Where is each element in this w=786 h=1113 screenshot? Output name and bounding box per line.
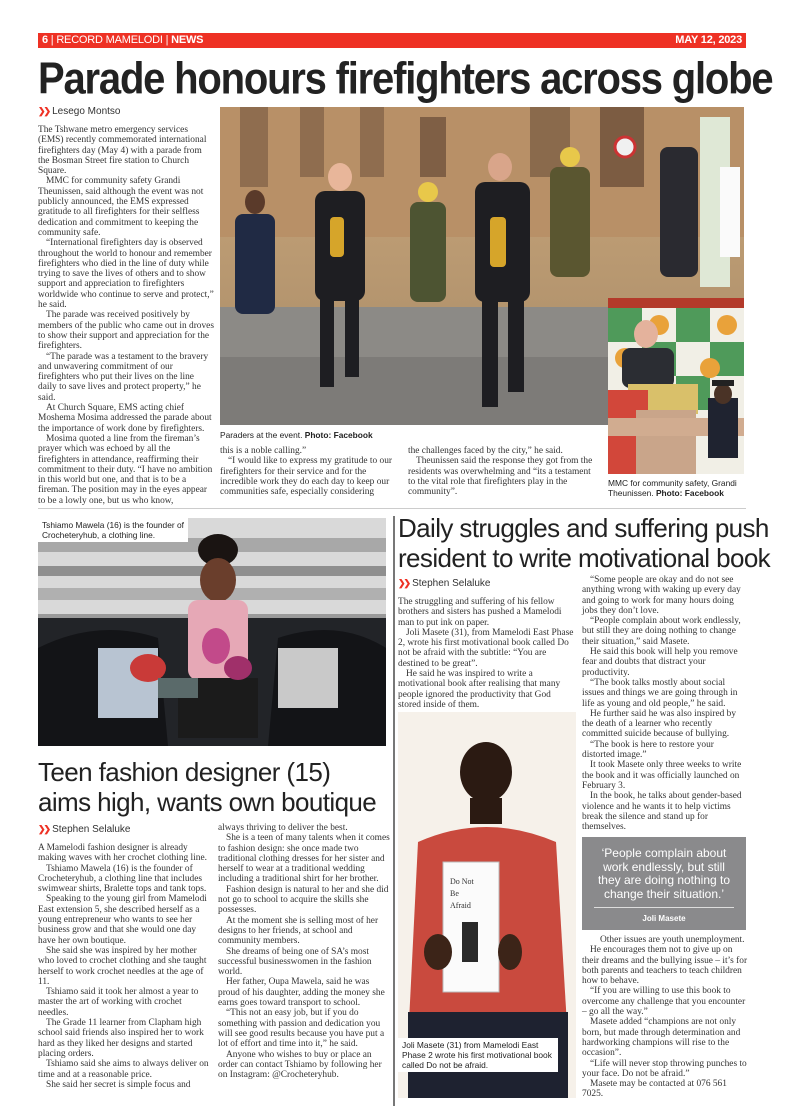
- paragraph: Masete added “champions are not only born, but made through determination and hardworking champions will rise to the occasion”.: [582, 1017, 741, 1059]
- issue-date: MAY 12, 2023: [675, 34, 742, 46]
- paragraph: The Tshwane metro emergency services (EMS) recently commemorated international firefighters day (May 4) with a parade from the Bosman Street fire station to Church Square.: [38, 125, 207, 177]
- photo-credit: Photo: Facebook: [655, 488, 724, 498]
- paragraph: Masete may be contacted at 076 561 7025.: [582, 1079, 727, 1100]
- tshiamo-photo: [38, 518, 386, 746]
- paragraph: Her father, Oupa Mawela, said he was proud of his daughter, adding the money she earns goes toward transport to school.: [218, 977, 385, 1009]
- tshiamo-photo-caption: Tshiamo Mawela (16) is the founder of Crocheteryhub, a clothing line.: [38, 518, 188, 542]
- byline-arrow-icon: ❯❯: [38, 106, 50, 116]
- paragraph: “This not an easy job, but if you do something with passion and dedication you will see good results because you have put a lot of effort and time into it,” he said.: [218, 1008, 385, 1050]
- story3-column-2: [582, 575, 748, 832]
- section-header-bar: [38, 33, 746, 48]
- joli-masete-photo: [398, 712, 576, 1098]
- story2-column-2: [218, 823, 390, 1080]
- story3-column-1: [398, 597, 576, 710]
- caption-text: MMC for community safety, Grandi Theunissen.: [608, 478, 737, 498]
- separator: |: [50, 34, 54, 46]
- mmc-speech-photo: [608, 298, 744, 474]
- section-name: NEWS: [171, 34, 204, 46]
- pull-quote: [582, 837, 746, 930]
- column-divider: [393, 516, 395, 1106]
- paragraph: He said this book will help you remove fear and doubts that distract your productivity.: [582, 647, 738, 678]
- paragraph: “The book is here to restore your distorted image.”: [582, 739, 714, 761]
- author-name: Stephen Selaluke: [52, 824, 131, 835]
- photo-credit: Photo: Facebook: [304, 430, 373, 440]
- svg-text:Be: Be: [450, 889, 459, 898]
- story3-column-2b: [582, 935, 748, 1100]
- separator: |: [165, 34, 169, 46]
- section-divider: [38, 508, 746, 509]
- parade-photo-caption: [220, 430, 600, 440]
- paragraph: this is a noble calling.”: [220, 446, 307, 456]
- caption-text: Paraders at the event.: [220, 430, 305, 440]
- paragraph: Tshiamo said she aims to always deliver on time and at a reasonable price.: [38, 1059, 209, 1080]
- story2-headline: [38, 757, 376, 817]
- story2-column-1: [38, 843, 214, 1090]
- paragraph: The struggling and suffering of his fellow brothers and sisters has pushed a Mamelodi man to put ink on paper.: [398, 597, 562, 628]
- paragraph: She said she was inspired by her mother who loved to crochet clothing and she taught herself to work crochet needles at the age of 11.: [38, 945, 207, 987]
- paragraph: “Some people are okay and do not see anything wrong with waking up every day and going to work for many hours doing jobs they don’t love.: [582, 575, 741, 616]
- story1-column-1: [38, 125, 214, 506]
- publication-name: RECORD MAMELODI: [56, 34, 163, 46]
- story2-byline: [38, 824, 131, 835]
- paragraph: “The book talks mostly about social issues and things we are going through in life as young and old people,” he said.: [582, 677, 738, 709]
- paragraph: the challenges faced by the city,” he said.: [408, 446, 563, 456]
- author-name: Lesego Montso: [52, 106, 121, 117]
- paragraph: Anyone who wishes to buy or place an order can contact Tshiamo by following her on Instagram: @Crocheteryhub.: [218, 1049, 382, 1081]
- header-left: [42, 33, 203, 48]
- paragraph: “Life will never stop throwing punches to your face. Do not be afraid.”: [582, 1058, 747, 1079]
- book-cover-title: Do Not: [450, 877, 474, 886]
- headline-line: aims high, wants own boutique: [38, 787, 377, 817]
- paragraph: She is a teen of many talents when it comes to fashion design: she once made two traditional clothing dresses for her sister and herself to wear at a traditional wedding including a traditional shirt for her brother.: [218, 833, 390, 885]
- paragraph: Mosima quoted a line from the fireman’s prayer which was echoed by all the firefighters in attendance, reaffirming their commitment to their duty. “I have no ambition in this world but one, and that is to be a fireman. The position may in the eyes appear to be a lowly one, but us who know,: [38, 433, 213, 506]
- tshiamo-photo-image: [38, 518, 386, 746]
- page-number: 6: [42, 34, 48, 46]
- paragraph: Tshiamo said it took her almost a year to master the art of working with crochet needles.: [38, 987, 199, 1018]
- paragraph: She dreams of being one of SA’s most successful businesswomen in the fashion world.: [218, 946, 372, 978]
- byline-arrow-icon: ❯❯: [38, 824, 50, 834]
- paragraph: The parade was received positively by members of the public who came out in droves to show their support and appreciation for the firefighters.: [38, 310, 214, 352]
- story1-column-2: [220, 446, 400, 497]
- paragraph: Theunissen said the response they got from the residents was overwhelming and “its a testament to the vital role that firefighters play in the community”.: [408, 456, 593, 498]
- pull-quote-text: ‘People complain about work endlessly, but still they are doing nothing to change their situation.’: [597, 846, 731, 901]
- paragraph: “I would like to express my gratitude to our firefighters for their service and for the incredible work they do each day to keep our communities safe, especially considering: [220, 456, 393, 498]
- author-name: Stephen Selaluke: [412, 578, 491, 589]
- mmc-photo-caption: [608, 478, 748, 498]
- headline-line: Teen fashion designer (15): [38, 757, 331, 787]
- svg-text:Afraid: Afraid: [450, 901, 471, 910]
- paragraph: “International firefighters day is observed throughout the world to honour and remember firefighters who died in the line of duty while trying to save the lives of others and to show support and appreciation to firefighters worldwide who continue to serve and protect,” he said.: [38, 238, 214, 311]
- main-headline: Parade honours firefighters across globe: [38, 54, 773, 104]
- paragraph: “If you are willing to use this book to overcome any challenge that you encounter – go all the way.”: [582, 986, 746, 1018]
- paragraph: Tshiamo Mawela (16) is the founder of Crocheteryhub, a clothing line that includes swimwear shirts, Bralette tops and tank tops.: [38, 863, 207, 895]
- paragraph: He encourages them not to give up on their dreams and the bullying issue – it’s for both parents and teachers to teach children how to behave.: [582, 945, 748, 987]
- paragraph: At the moment she is selling most of her designs to her friends, at school and community members.: [218, 915, 379, 947]
- joli-photo-caption: Joli Masete (31) from Mamelodi East Phase 2 wrote his first motivational book called Do not be afraid.: [398, 1038, 558, 1072]
- headline-line: resident to write motivational book: [398, 543, 771, 573]
- byline-arrow-icon: ❯❯: [398, 578, 410, 588]
- paragraph: Joli Masete (31), from Mamelodi East Phase 2, wrote his first motivational book called Do not be afraid with the subtitle: “You are destined to be great”.: [398, 627, 574, 669]
- paragraph: A Mamelodi fashion designer is already making waves with her crochet clothing line.: [38, 843, 207, 864]
- paragraph: “People complain about work endlessly, but still they are doing nothing to change their situation,” said Masete.: [582, 616, 741, 647]
- story3-byline: [398, 578, 491, 589]
- story3-headline: [398, 513, 770, 573]
- headline-line: Daily struggles and suffering push: [398, 513, 769, 543]
- paragraph: In the book, he talks about gender-based violence and he wants it to help victims break the silence and stand up for themselves.: [582, 791, 742, 833]
- paragraph: Fashion design is natural to her and she did not go to school to acquire the skills she possesses.: [218, 884, 389, 916]
- paragraph: He further said he was also inspired by the death of a learner who recently committed suicide because of bullying.: [582, 708, 737, 740]
- paragraph: Other issues are youth unemployment.: [600, 935, 745, 945]
- paragraph: The Grade 11 learner from Clapham high school said friends also inspired her to work hard as they liked her designs and started placing orders.: [38, 1018, 204, 1059]
- paragraph: Speaking to the young girl from Mamelodi East extension 5, she described herself as a young entrepreneur who wants to see her business grow and that she would one day have her own boutique.: [38, 894, 207, 946]
- paragraph: She said her secret is simple focus and: [46, 1079, 191, 1090]
- story1-byline: [38, 106, 120, 117]
- paragraph: MMC for community safety Grandi Theunissen, said although the event was not publicly announced, the EMS expressed gratitude to all firefighters for their selfless dedication and commitment to keeping the community safe.: [38, 176, 204, 238]
- mmc-speech-photo-image: [608, 298, 744, 474]
- pull-quote-attribution: Joli Masete: [642, 914, 686, 923]
- story1-column-3: [408, 446, 598, 497]
- paragraph: It took Masete only three weeks to write the book and it was officially launched on February 3.: [582, 760, 742, 791]
- paragraph: At Church Square, EMS acting chief Moshema Mosima addressed the parade about the importance of work done by firefighters.: [38, 403, 212, 434]
- paragraph: always thriving to deliver the best.: [218, 823, 348, 833]
- paragraph: He said he was inspired to write a motivational book after realising that many people ignored the productivity that God stored inside of them.: [398, 669, 561, 710]
- paragraph: “The parade was a testament to the bravery and unwavering commitment of our firefighters who put their lives on the line daily to save lives and protect property,” he said.: [38, 351, 209, 403]
